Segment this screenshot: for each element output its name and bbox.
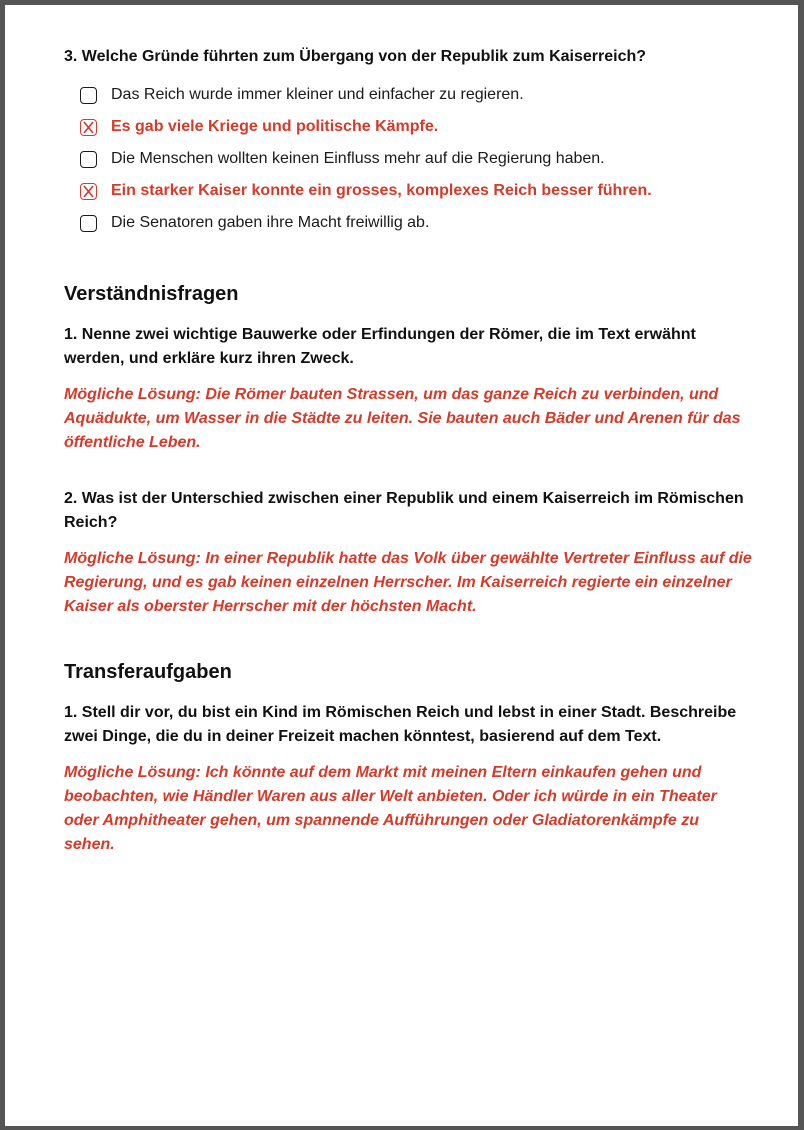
checkbox-icon[interactable] (80, 215, 97, 232)
mc-option-label: Die Senatoren gaben ihre Macht freiwillig ab. (111, 214, 430, 231)
mc-options (80, 79, 754, 239)
verstaendnis-question-1: 1. Nenne zwei wichtige Bauwerke oder Erfindungen der Römer, die im Text erwähnt werden, und erkläre kurz ihren Zweck. (64, 326, 696, 367)
mc-option-1[interactable] (80, 79, 754, 111)
verstaendnis-question-2: 2. Was ist der Unterschied zwischen einer Republik und einem Kaiserreich im Römischen Reich? (64, 490, 744, 531)
mc-option-label: Das Reich wurde immer kleiner und einfacher zu regieren. (111, 86, 524, 103)
worksheet-content (64, 45, 754, 857)
worksheet-page (5, 5, 798, 1126)
checkbox-checked-icon[interactable] (80, 119, 97, 136)
mc-option-label: Die Menschen wollten keinen Einfluss mehr auf die Regierung haben. (111, 150, 605, 167)
mc-option-4[interactable] (80, 175, 754, 207)
mc-option-2[interactable] (80, 111, 754, 143)
section-title-transfer: Transferaufgaben (64, 661, 232, 683)
verstaendnis-answer-2: Mögliche Lösung: In einer Republik hatte das Volk über gewählte Vertreter Einfluss auf die Regierung, und es gab keinen einzelnen Herrscher. Im Kaiserreich regierte ein einzelner Kaiser als oberster Herrscher mit der höchsten Macht. (64, 550, 752, 615)
checkbox-checked-icon[interactable] (80, 183, 97, 200)
transfer-question-1: 1. Stell dir vor, du bist ein Kind im Römischen Reich und lebst in einer Stadt. Beschreibe zwei Dinge, die du in deiner Freizeit machen könntest, basierend auf dem Text. (64, 704, 737, 745)
transfer-answer-1: Mögliche Lösung: Ich könnte auf dem Markt mit meinen Eltern einkaufen gehen und beobachten, wie Händler Waren aus aller Welt anbieten. Oder ich würde in ein Theater oder Amphitheater gehen, um spannende Aufführungen oder Gladiatorenkämpfe zu sehen. (64, 764, 717, 853)
mc-option-label: Ein starker Kaiser konnte ein grosses, komplexes Reich besser führen. (111, 182, 652, 199)
mc-option-label: Es gab viele Kriege und politische Kämpfe. (111, 118, 439, 135)
mc-question-text: 3. Welche Gründe führten zum Übergang von der Republik zum Kaiserreich? (64, 48, 647, 65)
verstaendnis-answer-1: Mögliche Lösung: Die Römer bauten Strassen, um das ganze Reich zu verbinden, und Aquädukte, um Wasser in die Städte zu leiten. Sie bauten auch Bäder und Arenen für das öffentliche Leben. (64, 386, 741, 451)
section-title-verstaendnis: Verständnisfragen (64, 283, 239, 305)
mc-option-5[interactable] (80, 207, 754, 239)
mc-option-3[interactable] (80, 143, 754, 175)
checkbox-icon[interactable] (80, 87, 97, 104)
checkbox-icon[interactable] (80, 151, 97, 168)
